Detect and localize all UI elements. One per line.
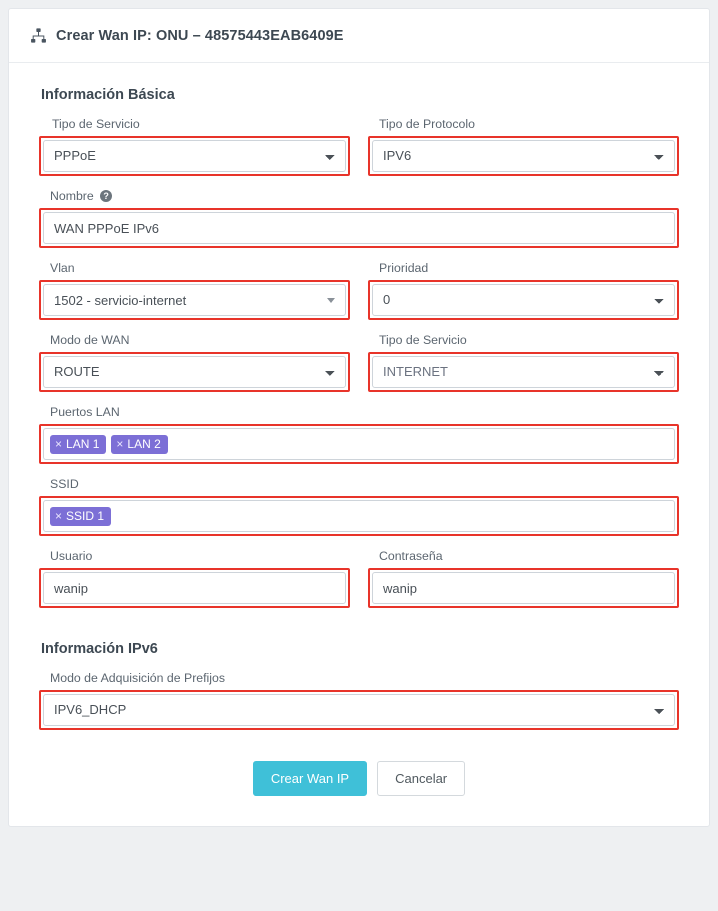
tag-label: SSID 1 xyxy=(66,508,105,523)
highlight-protocol-type xyxy=(368,136,679,176)
label-ssid: SSID xyxy=(50,477,79,491)
section-title-ipv6: Información IPv6 xyxy=(41,641,158,657)
form-footer xyxy=(39,743,679,816)
label-name xyxy=(50,189,679,203)
section-title-basic: Información Básica xyxy=(41,87,175,103)
field-prefix-mode xyxy=(39,671,679,730)
close-icon[interactable]: × xyxy=(55,508,63,523)
card-body xyxy=(9,63,709,826)
highlight-service-type xyxy=(39,136,350,176)
label-wan-mode: Modo de WAN xyxy=(50,333,130,347)
highlight-name xyxy=(39,208,679,248)
tag-ssid[interactable] xyxy=(50,507,111,526)
field-protocol-type xyxy=(368,117,679,176)
label-name-text: Nombre xyxy=(50,189,94,203)
ssid-multiselect[interactable] xyxy=(43,500,675,532)
row-user-password xyxy=(39,549,679,621)
prefix-mode-select[interactable] xyxy=(43,694,675,726)
field-password xyxy=(368,549,679,608)
highlight-password xyxy=(368,568,679,608)
chevron-down-icon xyxy=(327,298,335,303)
lan-ports-multiselect[interactable] xyxy=(43,428,675,460)
tag-lan-port[interactable] xyxy=(111,435,167,454)
highlight-service-type-2 xyxy=(368,352,679,392)
field-user xyxy=(39,549,350,608)
page-title: Crear Wan IP: ONU – 48575443EAB6409E xyxy=(56,27,344,44)
row-vlan-priority xyxy=(39,261,679,333)
name-input[interactable] xyxy=(43,212,675,244)
field-priority xyxy=(368,261,679,320)
priority-select[interactable] xyxy=(372,284,675,316)
field-ssid xyxy=(39,477,679,536)
tag-label: LAN 1 xyxy=(66,436,100,451)
label-prefix-mode: Modo de Adquisición de Prefijos xyxy=(50,671,225,685)
label-service-type: Tipo de Servicio xyxy=(52,117,140,131)
field-vlan xyxy=(39,261,350,320)
highlight-prefix-mode xyxy=(39,690,679,730)
highlight-priority xyxy=(368,280,679,320)
field-service-type xyxy=(39,117,350,176)
close-icon[interactable]: × xyxy=(116,436,124,451)
user-input[interactable] xyxy=(43,572,346,604)
cancel-button[interactable]: Cancelar xyxy=(377,761,465,796)
field-lan-ports xyxy=(39,405,679,464)
label-protocol-type: Tipo de Protocolo xyxy=(379,117,475,131)
label-vlan: Vlan xyxy=(50,261,75,275)
vlan-select[interactable] xyxy=(43,284,346,316)
highlight-vlan xyxy=(39,280,350,320)
help-icon[interactable]: ? xyxy=(100,190,112,202)
sitemap-icon xyxy=(29,27,47,45)
create-wan-ip-button[interactable]: Crear Wan IP xyxy=(253,761,367,796)
highlight-wan-mode xyxy=(39,352,350,392)
row-wanmode-servicetype xyxy=(39,333,679,405)
label-priority: Prioridad xyxy=(379,261,429,275)
highlight-lan-ports xyxy=(39,424,679,464)
tag-label: LAN 2 xyxy=(127,436,161,451)
label-user: Usuario xyxy=(50,549,93,563)
vlan-selected-value: 1502 - servicio-internet xyxy=(54,292,187,308)
create-wan-ip-card xyxy=(8,8,710,827)
label-service-type-2: Tipo de Servicio xyxy=(379,333,467,347)
password-input[interactable] xyxy=(372,572,675,604)
service-type-2-select[interactable] xyxy=(372,356,675,388)
wan-mode-select[interactable] xyxy=(43,356,346,388)
card-header xyxy=(9,9,709,63)
label-lan-ports: Puertos LAN xyxy=(50,405,120,419)
service-type-select[interactable] xyxy=(43,140,346,172)
row-service-protocol xyxy=(39,117,679,189)
field-wan-mode xyxy=(39,333,350,392)
highlight-ssid xyxy=(39,496,679,536)
protocol-type-select[interactable] xyxy=(372,140,675,172)
close-icon[interactable]: × xyxy=(55,436,63,451)
field-service-type-2 xyxy=(368,333,679,392)
highlight-user xyxy=(39,568,350,608)
label-password: Contraseña xyxy=(379,549,443,563)
field-name xyxy=(39,189,679,248)
tag-lan-port[interactable] xyxy=(50,435,106,454)
